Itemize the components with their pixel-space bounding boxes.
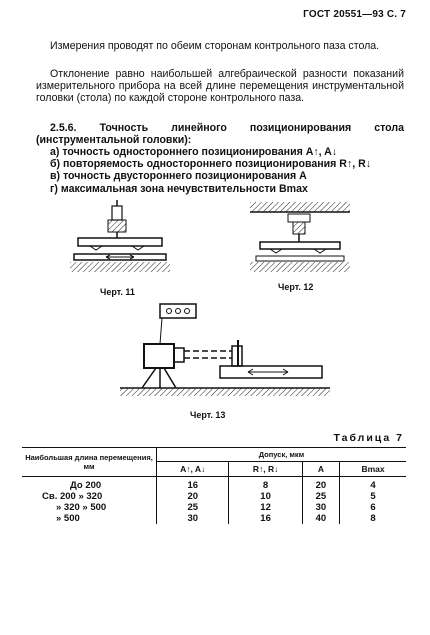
tolerance-table (22, 447, 406, 524)
figure-13-caption: Черт. 13 (190, 410, 226, 420)
table-subheader: A↑, A↓ (157, 462, 229, 477)
paragraph-1: Измерения проводят по обеим сторонам контрольного паза стола. (50, 40, 380, 52)
list-item: г) максимальная зона нечувствительности Bmax (50, 182, 308, 195)
table-header-tolerance: Допуск, мкм (157, 448, 407, 462)
list-item: б) повторяемость одностороннего позиционирования R↑, R↓ (50, 158, 372, 171)
table-subheader: Bmax (340, 462, 406, 477)
paragraph-2: Отклонение равно наибольшей алгебраической разности показаний измерительного прибора на всей длине перемещения инструментальной головки (стола) по каждой стороне контрольного паза. (36, 68, 404, 105)
table-row: » 500 30 16 40 8 (22, 513, 406, 524)
table-header-length: Наибольшая длина перемещения, мм (22, 448, 157, 477)
requirements-list (50, 146, 410, 195)
section-heading: 2.5.6. Точность линейного позиционирования стола (инструментальной головки): (36, 122, 404, 147)
table-row: » 320 » 500 25 12 30 6 (22, 502, 406, 513)
figure-13-drawing (120, 300, 330, 400)
table-caption: Таблица 7 (333, 432, 404, 444)
table-subheader: A (302, 462, 339, 477)
table-subheader: R↑, R↓ (229, 462, 302, 477)
table-row: Св. 200 » 320 20 10 25 5 (22, 491, 406, 502)
page-header: ГОСТ 20551—93 С. 7 (303, 9, 406, 20)
figure-11-caption: Черт. 11 (100, 287, 135, 297)
figure-11-drawing (70, 200, 170, 282)
table-row: До 200 16 8 20 4 (22, 477, 406, 492)
list-item: в) точность двустороннего позиционирования A (50, 170, 307, 183)
figure-12-drawing (250, 202, 350, 274)
figure-12-caption: Черт. 12 (278, 282, 314, 292)
list-item: а) точность одностороннего позиционирования A↑, A↓ (50, 146, 338, 158)
